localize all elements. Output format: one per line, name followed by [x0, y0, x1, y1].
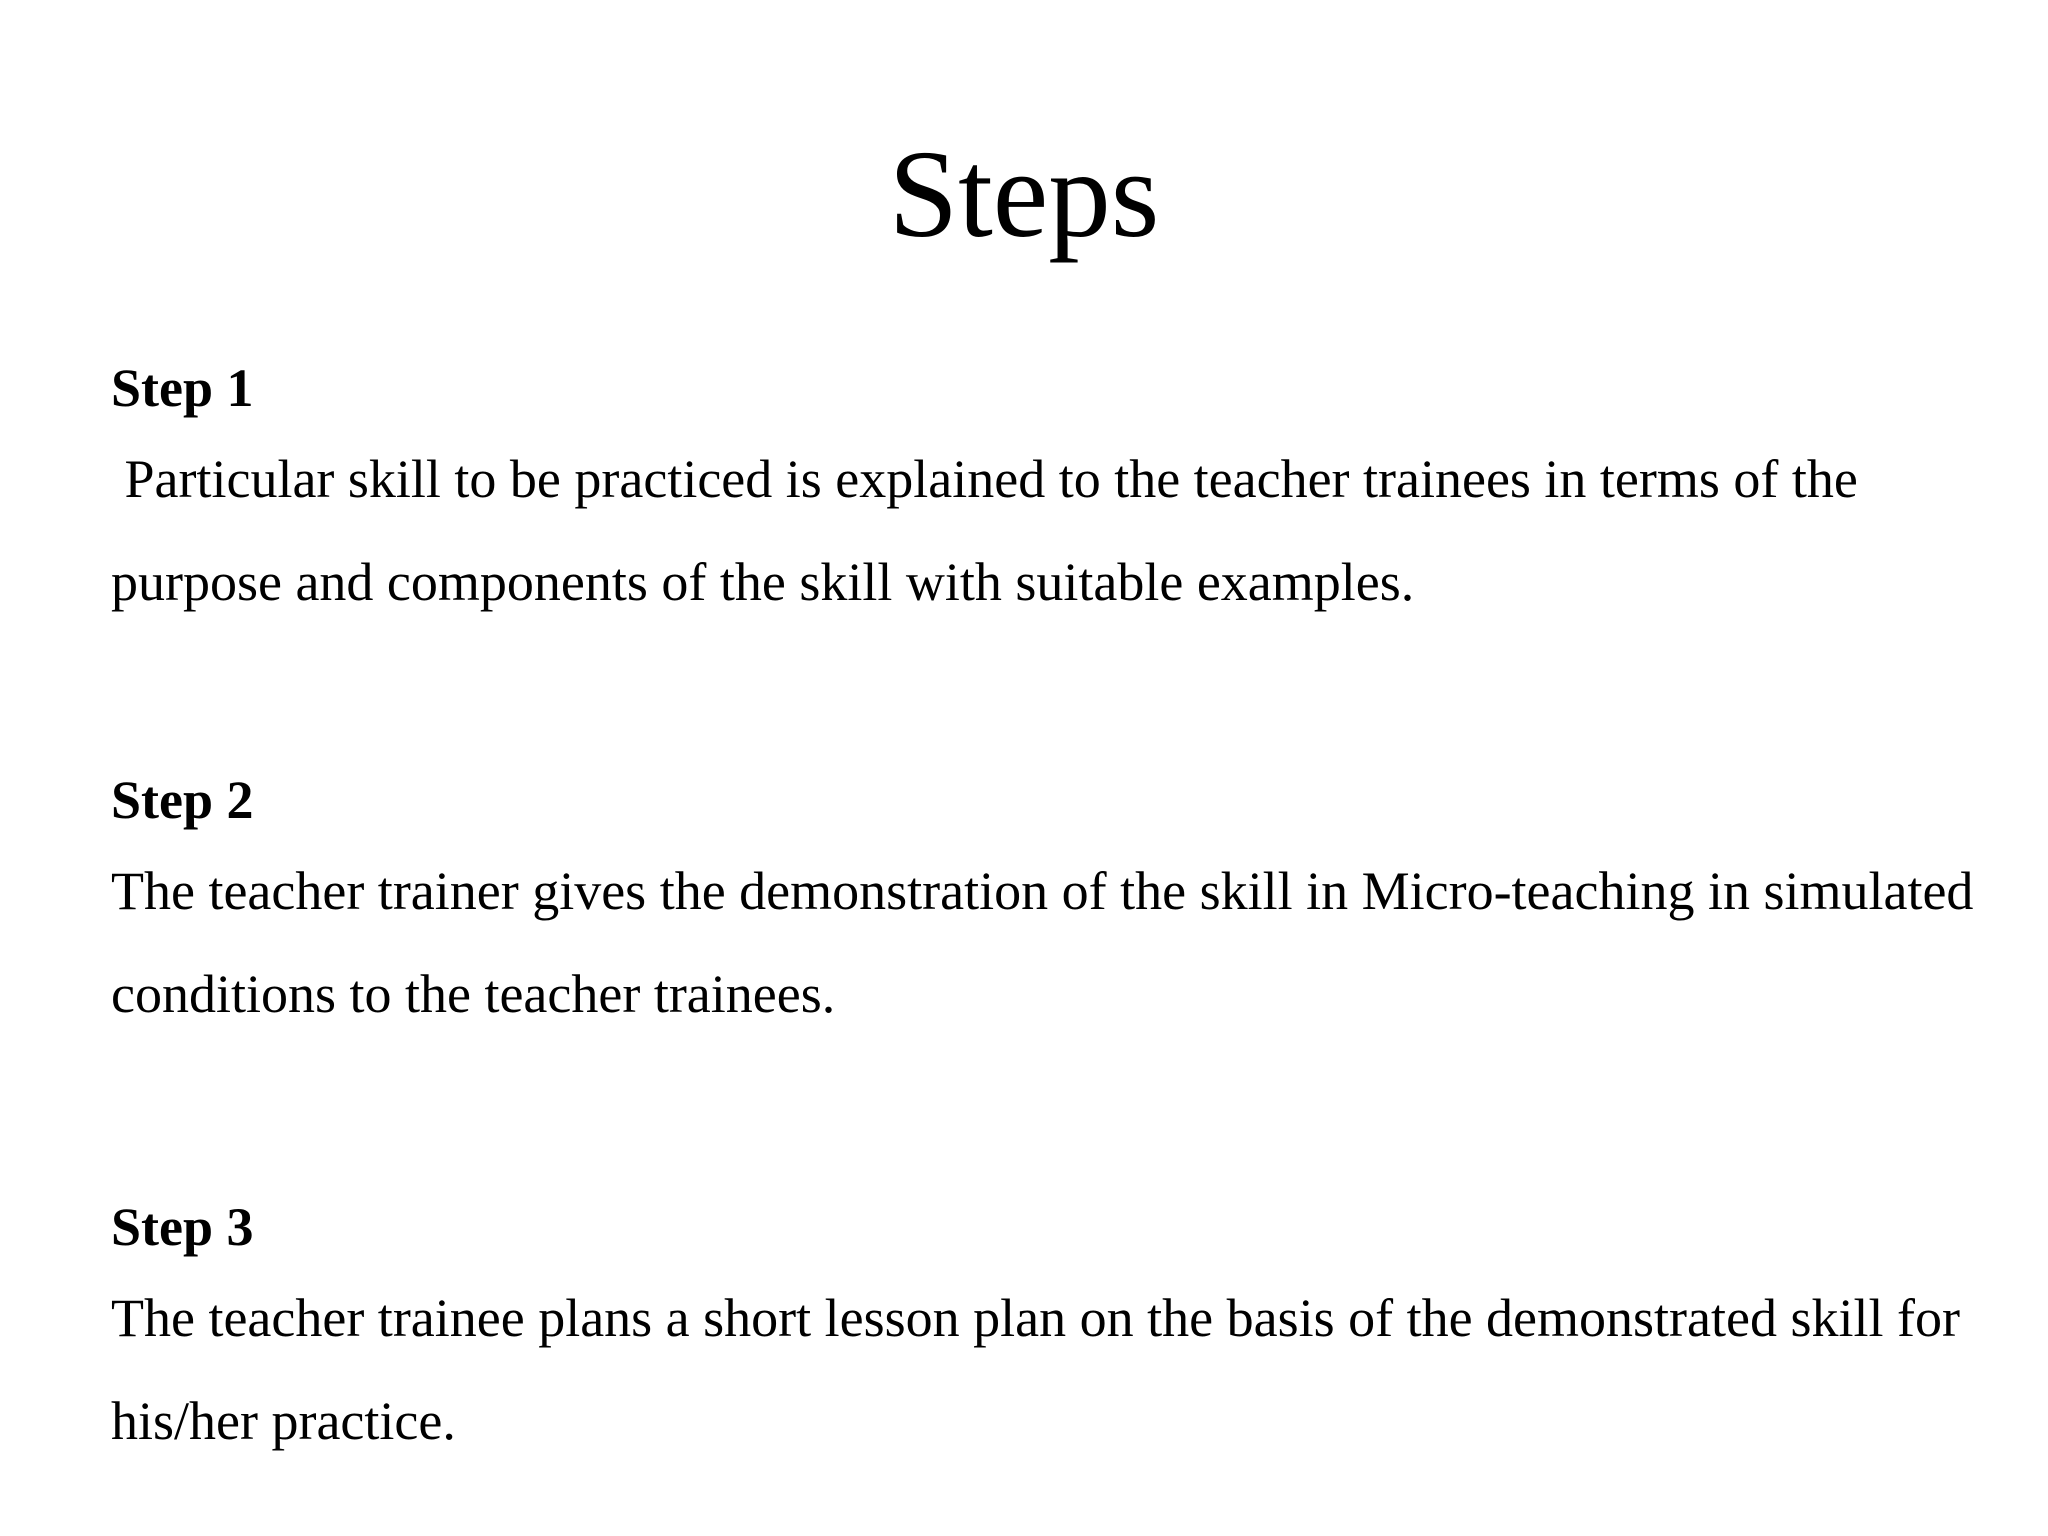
step-heading: Step 2 [111, 770, 254, 830]
step-heading: Step 1 [111, 358, 254, 418]
step-section-3 [111, 1187, 1991, 1473]
step-section-2 [111, 760, 1991, 1046]
step-section-1 [111, 348, 1991, 634]
page-title: Steps [888, 126, 1160, 264]
step-description: The teacher trainer gives the demonstration of the skill in Micro-teaching in simulated conditions to the teacher trainees. [111, 861, 1987, 1024]
step-heading: Step 3 [111, 1197, 254, 1257]
step-description: The teacher trainee plans a short lesson plan on the basis of the demonstrated skill for his/her practice. [111, 1288, 1974, 1451]
step-description: Particular skill to be practiced is explained to the teacher trainees in terms of the purpose and components of the skill with suitable examples. [111, 449, 1872, 612]
